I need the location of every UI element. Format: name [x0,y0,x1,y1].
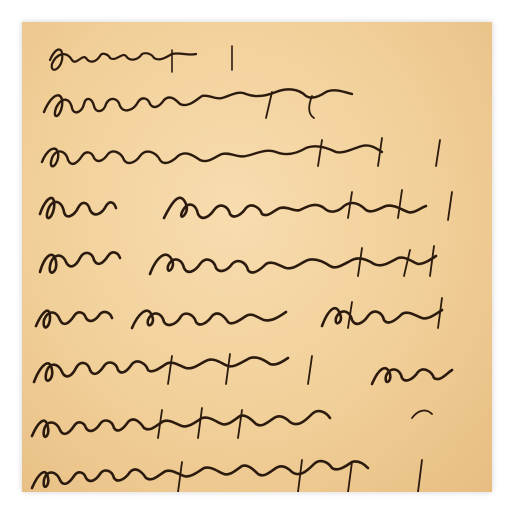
handwriting-line-2 [44,89,352,116]
handwriting-line-6 [36,311,112,328]
handwriting-svg [22,22,492,492]
handwriting-line-5 [40,252,120,272]
handwriting-line-9 [32,461,368,488]
aged-paper [22,22,492,492]
handwriting-line-8 [32,411,330,437]
handwriting-line-3 [42,145,382,166]
handwriting-line-7 [34,357,288,382]
handwriting-line-4 [40,198,116,218]
handwriting-line-1 [50,50,196,70]
